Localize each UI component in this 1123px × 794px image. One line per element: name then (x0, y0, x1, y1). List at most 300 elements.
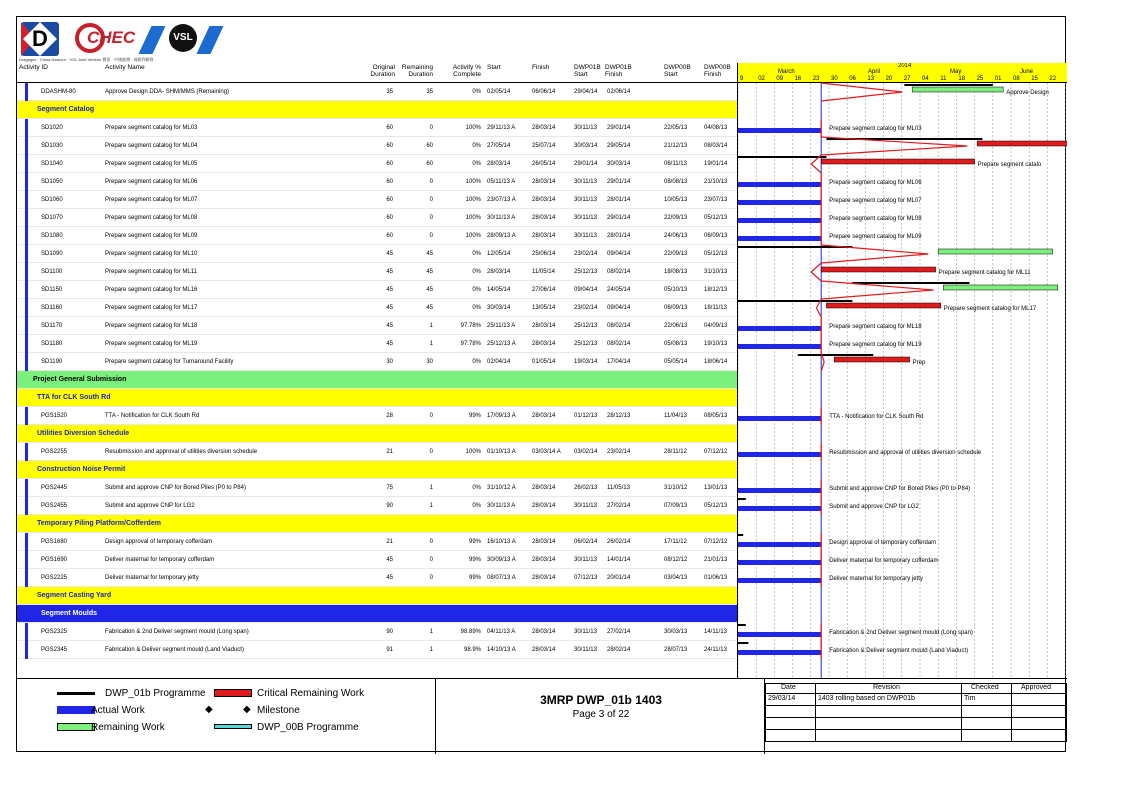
legend-actual-swatch (57, 706, 95, 714)
cell-remaining-duration: 1 (429, 341, 433, 347)
cell-dwp01b-finish: 28/01/14 (607, 197, 631, 203)
cell-dwp00b-start: 18/08/13 (664, 269, 688, 275)
table-row[interactable] (17, 479, 737, 497)
cell-activity-name: Prepare segment catalog for Turnaround Facility (105, 359, 234, 365)
legend-critical: Critical Remaining Work (257, 688, 365, 699)
cell-activity-id: PGS2445 (41, 485, 68, 491)
cell-dwp01b-start: 30/11/13 (574, 503, 597, 509)
cell-start: 08/07/13 A (487, 575, 516, 581)
progress-line (811, 263, 821, 272)
cell-original-duration: 90 (386, 503, 393, 509)
cell-finish: 28/03/14 (532, 575, 556, 581)
actual-work-bar (738, 182, 821, 187)
row-indent-bar (25, 299, 28, 317)
cell-start: 29/11/13 A (487, 125, 516, 131)
cell-start: 27/05/14 (487, 143, 511, 149)
cell-dwp01b-finish: 14/01/14 (607, 557, 631, 563)
cell-dwp00b-start: 06/09/13 (664, 305, 688, 311)
actual-work-bar (738, 632, 821, 637)
cell-finish: 28/03/14 (532, 557, 556, 563)
cell-activity-id: SD1090 (41, 251, 63, 257)
rev-header-date: Date (781, 684, 796, 691)
actual-work-bar (738, 560, 821, 565)
cell-dwp00b-start: 17/11/12 (664, 539, 687, 545)
cell-dwp00b-finish: 04/08/13 (704, 125, 728, 131)
table-row[interactable] (17, 407, 737, 425)
cell-activity-name: Submit and approve CNP for LG2 (105, 503, 195, 509)
chec-logo (75, 23, 136, 53)
gantt-bars (738, 63, 1067, 678)
actual-work-bar (738, 326, 821, 331)
wbs-row[interactable] (17, 605, 737, 623)
cell-activity-id: DDASHM-80 (41, 89, 76, 95)
gantt-month-april: April (868, 69, 881, 75)
gantt-week-label: 22 (1049, 76, 1057, 82)
rev-description: 1403 rolling based on DWP01b (818, 695, 915, 702)
cell-original-duration: 45 (386, 269, 393, 275)
cell-dwp01b-start: 25/12/13 (574, 323, 598, 329)
progress-line (821, 92, 902, 101)
cell-dwp01b-start: 30/11/13 (574, 179, 597, 185)
wbs-title: Segment Casting Yard (37, 592, 112, 599)
actual-work-bar (738, 128, 821, 133)
table-row[interactable] (17, 191, 737, 209)
gantt-month-march: March (778, 69, 795, 75)
wbs-row[interactable] (17, 389, 737, 407)
cell-activity-name: Submit and approve CNP for Bored Piles (P0 to P84) (105, 485, 246, 491)
cell-activity-percent: 0% (472, 143, 481, 149)
cell-activity-id: SD1180 (41, 341, 63, 347)
cell-activity-percent: 99% (468, 413, 481, 419)
table-row[interactable] (17, 317, 737, 335)
cell-dwp01b-finish: 29/01/14 (607, 125, 631, 131)
cell-finish: 28/03/14 (532, 323, 556, 329)
cell-start: 04/11/13 A (487, 629, 516, 635)
cell-start: 14/05/14 (487, 287, 511, 293)
gantt-month-june: June (1020, 69, 1034, 75)
col-activity-percent: Activity % Complete (452, 64, 481, 78)
cell-start: 28/09/13 A (487, 233, 516, 239)
cell-dwp00b-start: 21/12/13 (664, 143, 688, 149)
cell-original-duration: 45 (386, 305, 393, 311)
cell-activity-name: Prepare segment catalog for ML18 (105, 323, 198, 329)
cell-dwp00b-start: 22/09/13 (664, 215, 688, 221)
cell-remaining-duration: 45 (426, 287, 433, 293)
col-dwp01b-finish: DWP01B Finish (605, 64, 632, 78)
cell-finish: 28/03/14 (532, 485, 556, 491)
cell-original-duration: 60 (386, 179, 393, 185)
document-title: 3MRP DWP_01b 1403 (540, 693, 662, 707)
cell-dwp01b-finish: 11/05/13 (607, 485, 630, 491)
cell-start: 31/10/12 A (487, 485, 516, 491)
cell-activity-id: SD1160 (41, 305, 63, 311)
cell-dwp00b-start: 07/09/13 (664, 503, 688, 509)
gantt-bar-label: Prepare segment catalog for ML08 (829, 216, 922, 222)
wbs-row[interactable] (17, 461, 737, 479)
rev-header-approved: Approved (1021, 684, 1051, 691)
cell-remaining-duration: 35 (426, 89, 433, 95)
cell-dwp00b-finish: 18/12/13 (704, 287, 728, 293)
row-indent-bar (25, 443, 28, 461)
table-row[interactable] (17, 551, 737, 569)
cell-dwp01b-finish: 09/04/14 (607, 251, 631, 257)
cell-dwp01b-start: 30/11/13 (574, 647, 597, 653)
cell-dwp00b-start: 28/11/12 (664, 449, 687, 455)
dwp01b-baseline-bar (738, 300, 852, 302)
cell-original-duration: 30 (386, 359, 393, 365)
cell-dwp01b-finish: 09/04/14 (607, 305, 631, 311)
gantt-week-label: 13 (867, 76, 875, 82)
progress-line (816, 308, 821, 317)
gantt-week-label: 02 (758, 76, 765, 82)
cell-activity-name: Prepare segment catalog for ML05 (105, 161, 198, 167)
cell-remaining-duration: 60 (426, 143, 433, 149)
table-row[interactable] (17, 533, 737, 551)
col-remaining-duration: Remaining Duration (401, 64, 433, 78)
progress-line (811, 164, 821, 173)
table-row[interactable] (17, 119, 737, 137)
cell-dwp00b-finish: 05/12/13 (704, 251, 728, 257)
cell-original-duration: 45 (386, 251, 393, 257)
wbs-title: Construction Noise Permit (37, 466, 126, 473)
table-row[interactable] (17, 155, 737, 173)
vsl-logo-text: VSL (169, 24, 197, 52)
cell-dwp00b-finish: 07/12/12 (704, 449, 728, 455)
gantt-week-label: 16 (794, 76, 802, 82)
table-row[interactable] (17, 353, 737, 371)
cell-dwp01b-start: 30/03/14 (574, 143, 598, 149)
cell-dwp01b-start: 25/12/13 (574, 269, 598, 275)
remaining-work-bar (943, 285, 1057, 290)
table-row[interactable] (17, 623, 737, 641)
cell-dwp00b-finish: 13/01/13 (704, 485, 728, 491)
actual-work-bar (738, 452, 821, 457)
footer (17, 678, 1067, 753)
cell-activity-name: Design approval of temporary cofferdam (105, 539, 212, 545)
table-row[interactable] (17, 209, 737, 227)
table-row[interactable] (17, 263, 737, 281)
actual-work-bar (738, 488, 821, 493)
cell-original-duration: 60 (386, 233, 393, 239)
col-start: Start (487, 64, 501, 71)
wbs-row[interactable] (17, 587, 737, 605)
dwp01b-baseline-bar (738, 498, 746, 500)
table-row[interactable] (17, 569, 737, 587)
cell-dwp01b-finish: 29/01/14 (607, 179, 631, 185)
cell-dwp00b-finish: 18/06/14 (704, 359, 728, 365)
cell-start: 16/10/13 A (487, 539, 516, 545)
cell-activity-name: Prepare segment catalog for ML10 (105, 251, 198, 257)
vsl-logo (139, 22, 219, 56)
table-row[interactable] (17, 299, 737, 317)
cell-activity-name: Prepare segment catalog for ML04 (105, 143, 198, 149)
cell-activity-percent: 0% (472, 359, 481, 365)
cell-dwp01b-start: 30/11/13 (574, 557, 597, 563)
gantt-week-label: 04 (922, 76, 929, 82)
gantt-bar-label: Prepare segment catalog for ML11 (938, 270, 1031, 276)
cell-dwp01b-finish: 17/04/14 (607, 359, 631, 365)
cell-remaining-duration: 1 (429, 503, 433, 509)
progress-line (821, 254, 928, 263)
wbs-row[interactable] (17, 371, 737, 389)
cell-original-duration: 21 (386, 449, 393, 455)
cell-dwp01b-finish: 29/01/14 (607, 215, 631, 221)
cell-activity-percent: 0% (472, 287, 481, 293)
cell-original-duration: 45 (386, 287, 393, 293)
cell-dwp00b-finish: 04/09/13 (704, 323, 728, 329)
gantt-chart (737, 63, 1067, 678)
cell-original-duration: 45 (386, 341, 393, 347)
wbs-row[interactable] (17, 101, 737, 119)
cell-activity-percent: 0% (472, 161, 481, 167)
rev-header-checked: Checked (971, 684, 999, 691)
cell-activity-name: Deliver maternal for temporary jetty (105, 575, 199, 581)
cell-dwp00b-finish: 19/10/13 (704, 341, 728, 347)
cell-dwp01b-start: 25/12/13 (574, 341, 598, 347)
cell-finish: 28/03/14 (532, 629, 556, 635)
cell-remaining-duration: 0 (429, 233, 433, 239)
gantt-week-label: 30 (831, 76, 838, 82)
cell-start: 02/05/14 (487, 89, 511, 95)
cell-finish: 28/03/14 (532, 197, 556, 203)
cell-remaining-duration: 1 (429, 485, 433, 491)
cell-dwp00b-finish: 23/07/13 (704, 197, 728, 203)
cell-finish: 28/03/14 (532, 179, 556, 185)
col-dwp01b-start: DWP01B Start (574, 64, 601, 78)
table-row[interactable] (17, 641, 737, 659)
cell-dwp01b-start: 23/02/14 (574, 305, 598, 311)
progress-line (821, 245, 928, 254)
cell-original-duration: 60 (386, 215, 393, 221)
gantt-bar-label: Design approval of temporary cofferdam (829, 540, 937, 546)
cell-dwp00b-start: 22/05/13 (664, 125, 688, 131)
gantt-bar-label: Resubmission and approval of utilities diversion schedule (829, 450, 982, 456)
cell-dwp00b-start: 08/08/13 (664, 179, 688, 185)
legend-remaining-swatch (57, 723, 95, 731)
cell-original-duration: 91 (386, 647, 393, 653)
table-row[interactable] (17, 335, 737, 353)
cell-dwp00b-finish: 21/01/13 (704, 557, 728, 563)
table-row[interactable] (17, 137, 737, 155)
cell-activity-name: Prepare segment catalog for ML17 (105, 305, 198, 311)
cell-activity-id: PGS1690 (41, 557, 68, 563)
cell-dwp01b-start: 30/11/13 (574, 215, 597, 221)
gantt-bar-label: Deliver maternal for temporary jetty (829, 576, 923, 582)
cell-activity-id: SD1100 (41, 269, 63, 275)
col-activity-name: Activity Name (105, 64, 145, 71)
cell-dwp01b-finish: 27/02/14 (607, 629, 631, 635)
cell-dwp00b-start: 22/09/13 (664, 251, 688, 257)
cell-activity-percent: 100% (465, 179, 481, 185)
remaining-work-bar (912, 87, 1003, 92)
cell-original-duration: 75 (386, 485, 393, 491)
cell-remaining-duration: 0 (429, 575, 433, 581)
cell-dwp00b-start: 28/07/13 (664, 647, 688, 653)
wbs-title: Utilities Diversion Schedule (37, 430, 130, 437)
col-activity-id: Activity ID (19, 64, 48, 71)
cell-original-duration: 45 (386, 557, 393, 563)
cell-finish: 25/07/14 (532, 143, 556, 149)
row-indent-bar (25, 119, 28, 137)
dwp01b-baseline-bar (798, 354, 873, 356)
remaining-work-bar (938, 249, 1052, 254)
cell-original-duration: 60 (386, 125, 393, 131)
cell-start: 25/11/13 A (487, 323, 516, 329)
cell-dwp01b-finish: 27/02/14 (607, 503, 631, 509)
critical-work-bar (821, 159, 974, 164)
dwp01b-baseline-bar (852, 282, 969, 284)
cell-dwp00b-finish: 01/06/13 (704, 575, 728, 581)
col-finish: Finish (532, 64, 550, 71)
page-number: Page 3 of 22 (572, 709, 630, 720)
row-indent-bar (25, 569, 28, 587)
cell-dwp00b-start: 05/08/13 (664, 341, 688, 347)
milestone-icon: ◆ (243, 704, 251, 715)
table-row[interactable] (17, 443, 737, 461)
cell-original-duration: 45 (386, 575, 393, 581)
cell-start: 30/03/14 (487, 305, 511, 311)
cell-dwp01b-finish: 30/03/14 (607, 161, 631, 167)
actual-work-bar (738, 236, 821, 241)
cell-finish: 11/05/14 (532, 269, 555, 275)
gantt-bar-label: Submit and approve CNP for LG2 (829, 504, 919, 510)
progress-line (821, 146, 967, 155)
col-dwp00b-finish: DWP00B Finish (704, 64, 731, 78)
cell-finish: 13/05/14 (532, 305, 556, 311)
legend-dwp00b: DWP_00B Programme (257, 722, 359, 733)
progress-line (821, 290, 933, 299)
cell-dwp01b-start: 29/01/14 (574, 161, 598, 167)
cell-activity-percent: 100% (465, 233, 481, 239)
cell-activity-percent: 99% (468, 557, 481, 563)
cell-dwp00b-start: 06/11/13 (664, 161, 687, 167)
col-original-duration: Original Duration (370, 64, 395, 78)
table-row[interactable] (17, 245, 737, 263)
cell-dwp00b-finish: 06/09/13 (704, 233, 728, 239)
gantt-bar-label: Prepare segment catalog for ML17 (943, 306, 1037, 312)
critical-work-bar (821, 267, 935, 272)
cell-dwp01b-finish: 08/02/14 (607, 341, 631, 347)
row-indent-bar (25, 623, 28, 641)
cell-finish: 25/06/14 (532, 251, 556, 257)
cell-remaining-duration: 45 (426, 269, 433, 275)
table-row[interactable] (17, 83, 737, 101)
chec-logo-text: CHEC (87, 28, 136, 47)
table-row[interactable] (17, 281, 737, 299)
cell-dwp01b-start: 07/12/13 (574, 575, 598, 581)
cell-activity-id: SD1070 (41, 215, 63, 221)
cell-dwp01b-finish: 23/02/14 (607, 449, 631, 455)
cell-activity-name: Resubmission and approval of utilities diversion schedule (105, 449, 258, 455)
cell-activity-percent: 99% (468, 539, 481, 545)
cell-dwp01b-finish: 28/12/13 (607, 413, 631, 419)
gantt-bar-label: Prepare segment catalog for ML18 (829, 324, 922, 330)
cell-activity-percent: 100% (465, 449, 481, 455)
cell-start: 01/10/13 A (487, 449, 516, 455)
table-row[interactable] (17, 497, 737, 515)
row-indent-bar (25, 281, 28, 299)
cell-dwp01b-start: 23/02/14 (574, 251, 598, 257)
wbs-row[interactable] (17, 425, 737, 443)
cell-dwp01b-finish: 24/05/14 (607, 287, 631, 293)
actual-work-bar (738, 578, 821, 583)
cell-activity-percent: 97.78% (460, 323, 481, 329)
legend-actual: Actual Work (91, 705, 145, 716)
cell-dwp01b-start: 06/02/14 (574, 539, 598, 545)
cell-remaining-duration: 45 (426, 305, 433, 311)
cell-activity-id: SD1150 (41, 287, 63, 293)
cell-dwp01b-finish: 26/02/14 (607, 539, 631, 545)
cell-dwp01b-start: 01/12/13 (574, 413, 598, 419)
gantt-month-may: May (950, 69, 962, 75)
actual-work-bar (738, 200, 821, 205)
cell-remaining-duration: 0 (429, 197, 433, 203)
cell-dwp00b-finish: 31/10/13 (704, 269, 728, 275)
row-indent-bar (25, 533, 28, 551)
actual-work-bar (738, 416, 821, 421)
cell-original-duration: 21 (386, 539, 393, 545)
progress-line (811, 272, 821, 281)
logo-area (17, 17, 317, 65)
wbs-title: Segment Moulds (41, 610, 98, 617)
cell-activity-percent: 0% (472, 269, 481, 275)
cell-remaining-duration: 0 (429, 179, 433, 185)
gantt-bar-label: TTA - Notification for CLK South Rd (829, 414, 924, 420)
cell-dwp01b-finish: 20/01/14 (607, 575, 631, 581)
cell-remaining-duration: 0 (429, 215, 433, 221)
table-row[interactable] (17, 173, 737, 191)
gantt-week-label: 25 (976, 76, 984, 82)
cell-start: 25/12/13 A (487, 341, 516, 347)
cell-activity-percent: 97.78% (460, 341, 481, 347)
cell-dwp00b-finish: 19/01/14 (704, 161, 728, 167)
wbs-title: Segment Catalog (37, 106, 95, 113)
cell-activity-name: TTA - Notification for CLK South Rd (105, 413, 200, 419)
gantt-bar-label: Prep (912, 360, 926, 366)
row-indent-bar (25, 191, 28, 209)
cell-activity-percent: 0% (472, 485, 481, 491)
table-header (17, 63, 737, 83)
dragages-logo (21, 22, 59, 56)
cell-activity-name: Prepare segment catalog for ML19 (105, 341, 198, 347)
row-indent-bar (25, 497, 28, 515)
cell-finish: 28/03/14 (532, 539, 556, 545)
gantt-bar-label: Deliver maternal for temporary cofferdam (829, 558, 939, 564)
wbs-row[interactable] (17, 515, 737, 533)
cell-remaining-duration: 30 (426, 359, 433, 365)
cell-dwp00b-finish: 08/03/14 (704, 143, 728, 149)
cell-activity-name: Prepare segment catalog for ML16 (105, 287, 198, 293)
gantt-bar-label: Prepare segment catalog for ML06 (829, 180, 922, 186)
cell-original-duration: 28 (386, 413, 393, 419)
cell-activity-id: SD1080 (41, 233, 63, 239)
rev-date: 29/03/14 (768, 695, 796, 702)
cell-dwp01b-start: 19/03/14 (574, 359, 598, 365)
title-block (435, 679, 765, 754)
cell-finish: 28/03/14 (532, 215, 556, 221)
critical-work-bar (834, 357, 909, 362)
cell-dwp00b-start: 05/10/13 (664, 287, 688, 293)
cell-dwp00b-start: 22/06/13 (664, 323, 688, 329)
cell-start: 14/10/13 A (487, 647, 516, 653)
dwp01b-baseline-bar (738, 534, 743, 536)
cell-original-duration: 60 (386, 143, 393, 149)
cell-remaining-duration: 45 (426, 251, 433, 257)
cell-dwp00b-finish: 21/10/13 (704, 179, 728, 185)
wbs-title: TTA for CLK South Rd (37, 394, 111, 401)
cell-activity-percent: 100% (465, 125, 481, 131)
table-row[interactable] (17, 227, 737, 245)
